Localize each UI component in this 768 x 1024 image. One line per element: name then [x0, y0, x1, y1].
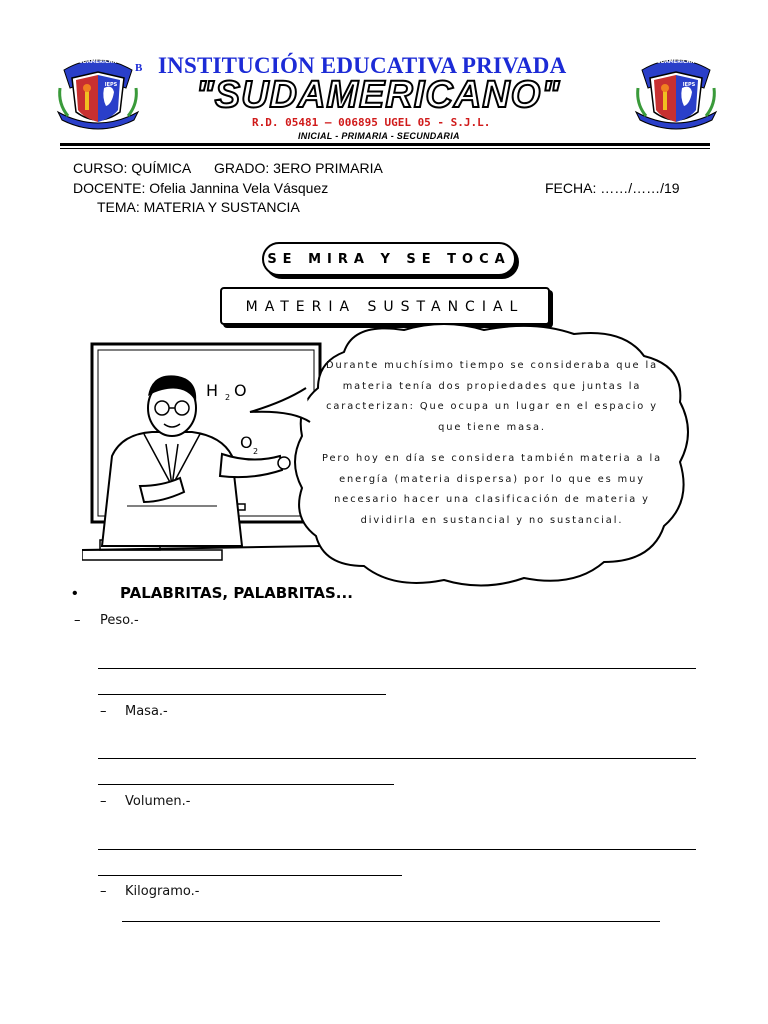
- subtitle-text: SE MIRA Y SE TOCA: [267, 252, 511, 267]
- resolution-number: R.D. 05481 – 006895 UGEL 05 - S.J.L.: [252, 116, 491, 129]
- logo-caption-text: SUDAMERICANO: [653, 59, 699, 65]
- term-peso: Peso.-: [100, 613, 139, 628]
- title-text: MATERIA SUSTANCIAL: [245, 299, 525, 315]
- answer-line[interactable]: [98, 849, 696, 850]
- header-b-mark: B: [135, 62, 143, 74]
- answer-line[interactable]: [98, 758, 696, 759]
- school-crest-left: [56, 48, 143, 132]
- course-label: CURSO: QUÍMICA: [73, 160, 192, 176]
- answer-line[interactable]: [98, 784, 394, 785]
- grade-label: GRADO: 3ERO PRIMARIA: [214, 160, 383, 176]
- dash-icon: –: [100, 794, 107, 809]
- subtitle-box: [262, 242, 516, 276]
- cloud-paragraph-1: Durante muchísimo tiempo se consideraba que la materia tenía dos propiedades que juntas la caracterizan: Que ocupa un lugar en el espacio y que tiene masa.: [326, 360, 658, 433]
- formula-subscript-2b: 2: [253, 447, 259, 456]
- dash-icon: –: [100, 884, 107, 899]
- cloud-paragraph-2: Pero hoy en día se considera también materia a la energía (materia dispersa) por lo que es muy necesario hacer una clasificación de materia y dividirla en sustancial y no sustancial.: [322, 453, 662, 526]
- date-label: FECHA: ……/……/19: [545, 180, 680, 196]
- topic-label: TEMA: MATERIA Y SUSTANCIA: [97, 199, 300, 215]
- header-divider-thick: [60, 143, 710, 146]
- answer-line[interactable]: [122, 921, 660, 922]
- logo-initials-text: IEPS: [104, 82, 118, 88]
- cloud-text: [320, 356, 664, 531]
- title-box: [220, 287, 550, 325]
- header-divider-thin: [60, 148, 710, 149]
- bullet-icon: •: [72, 585, 78, 602]
- institution-title: INSTITUCIÓN EDUCATIVA PRIVADA: [158, 53, 567, 78]
- logo-caption-text: SUDAMERICANO: [75, 59, 121, 65]
- teacher-label: DOCENTE: Ofelia Jannina Vela Vásquez: [73, 180, 329, 196]
- answer-line[interactable]: [98, 694, 386, 695]
- answer-line[interactable]: [98, 875, 402, 876]
- term-volumen: Volumen.-: [125, 794, 191, 809]
- school-name: "SUDAMERICANO": [195, 74, 561, 116]
- formula-o: O: [234, 381, 247, 400]
- logo-initials-text: IEPS: [682, 82, 696, 88]
- formula-o2: O: [240, 433, 253, 452]
- formula-subscript-2: 2: [225, 393, 231, 402]
- formula-h: H: [206, 381, 219, 400]
- words-section-title: PALABRITAS, PALABRITAS...: [120, 584, 353, 602]
- term-masa: Masa.-: [125, 704, 168, 719]
- dash-icon: –: [74, 613, 81, 628]
- term-kilogramo: Kilogramo.-: [125, 884, 200, 899]
- education-levels: INICIAL - PRIMARIA - SECUNDARIA: [298, 131, 460, 141]
- dash-icon: –: [100, 704, 107, 719]
- answer-line[interactable]: [98, 668, 696, 669]
